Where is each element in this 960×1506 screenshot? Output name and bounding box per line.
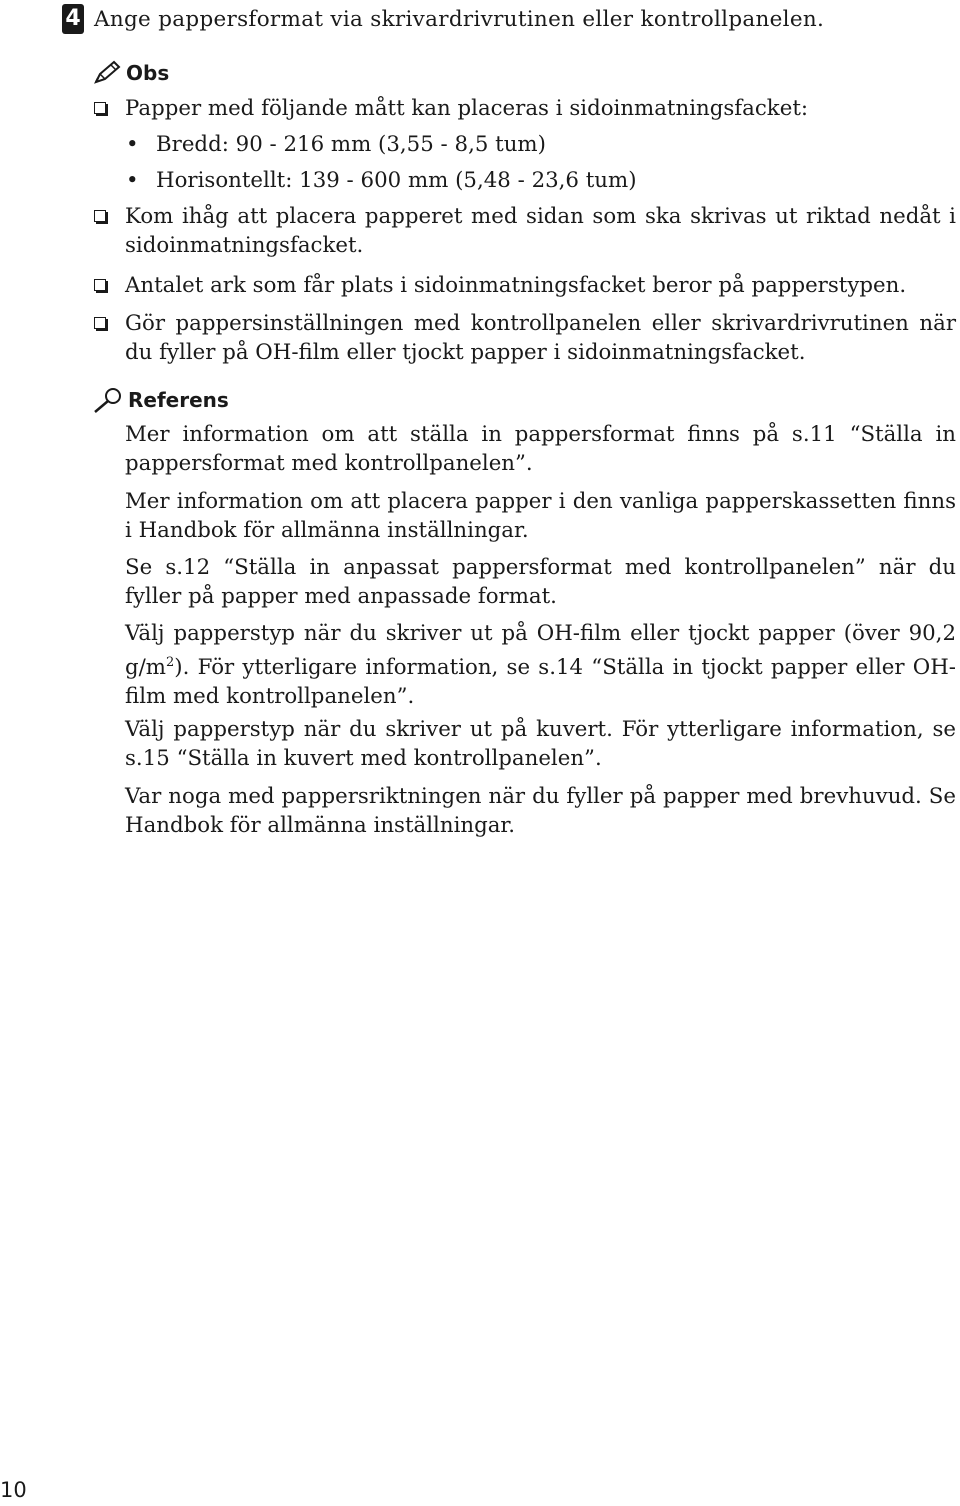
bullet-icon: • <box>126 168 139 193</box>
step-text: Ange pappersformat via skrivardrivrutinen eller kontrollpanelen. <box>94 6 825 32</box>
checkbox-square-icon <box>94 102 106 114</box>
magnifier-icon <box>92 386 124 414</box>
obs-item: Antalet ark som får plats i sidoinmatningsfacket beror på papperstypen. <box>94 271 956 300</box>
obs-item: Papper med följande mått kan placeras i sidoinmatningsfacket: <box>94 94 956 123</box>
referens-paragraph: Mer information om att placera papper i den vanliga papperskassetten finns i Handbok för allmänna inställningar. <box>125 489 956 543</box>
obs-bullet: • Horisontellt: 139 - 600 mm (5,48 - 23,6 tum) <box>126 168 637 193</box>
bullet-icon: • <box>126 132 139 157</box>
obs-bullet: • Bredd: 90 - 216 mm (3,55 - 8,5 tum) <box>126 132 546 157</box>
referens-paragraph: Se s.12 “Ställa in anpassat pappersformat med kontrollpanelen” när du fyller på papper med anpassade format. <box>125 555 956 609</box>
referens-paragraph: Mer information om att ställa in pappersformat finns på s.11 “Ställa in pappersformat med kontrollpanelen”. <box>125 422 956 476</box>
checkbox-square-icon <box>94 317 106 329</box>
step-number-badge: 4 <box>62 4 84 34</box>
referens-paragraph: Var noga med pappersriktningen när du fyller på papper med brevhuvud. Se Handbok för allmänna inställningar. <box>125 784 956 838</box>
step-heading <box>62 4 824 34</box>
referens-paragraph: Välj papperstyp när du skriver ut på OH-film eller tjockt papper (över 90,2 $g/m^2$). För ytterligare information, se s.14 “Ställa in tjockt papper eller OH-film med kontrollpanelen”. <box>125 621 956 710</box>
referens-heading <box>92 386 229 414</box>
referens-paragraph: Välj papperstyp när du skriver ut på kuvert. För ytterligare information, se s.15 “Ställa in kuvert med kontrollpanelen”. <box>125 717 956 771</box>
obs-heading <box>92 60 169 86</box>
referens-title: Referens <box>128 388 229 412</box>
obs-item: Gör pappersinställningen med kontrollpanelen eller skrivardrivrutinen när du fyller på OH-film eller tjockt papper i sidoinmatningsfacket. <box>94 309 956 367</box>
checkbox-square-icon <box>94 279 106 291</box>
pencil-icon <box>92 60 122 86</box>
obs-title: Obs <box>126 61 170 85</box>
obs-item: Kom ihåg att placera papperet med sidan som ska skrivas ut riktad nedåt i sidoinmatningsfacket. <box>94 202 956 260</box>
checkbox-square-icon <box>94 210 106 222</box>
page-number: 10 <box>0 1478 27 1502</box>
